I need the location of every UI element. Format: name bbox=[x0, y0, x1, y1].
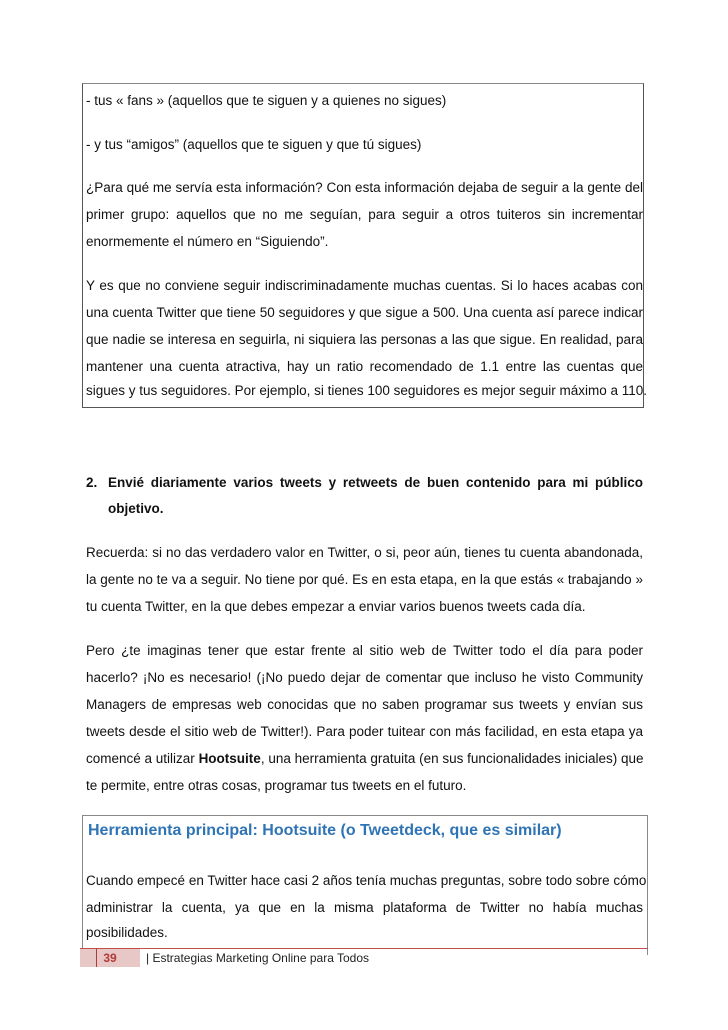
page-number: 39 bbox=[80, 949, 140, 967]
body-p1-line3: tu cuenta Twitter, en la que debes empezar a enviar varios buenos tweets cada día. bbox=[86, 599, 586, 614]
box1-p4-line3: que nadie se interesa en seguirla, ni siquiera las personas a las que sigue. En realidad, para bbox=[86, 332, 643, 347]
line5-post: , una herramienta gratuita (en sus funcionalidades iniciales) que bbox=[260, 751, 644, 766]
box1-p3-line3: enormemente el número en “Siguiendo”. bbox=[86, 234, 329, 249]
footer-title: | Estrategias Marketing Online para Todos bbox=[146, 951, 370, 965]
footer-separator bbox=[96, 949, 97, 967]
section-heading: Herramienta principal: Hootsuite (o Tweetdeck, que es similar) bbox=[88, 822, 562, 839]
box2-p1-line3: posibilidades. bbox=[86, 925, 168, 940]
line5-pre: comencé a utilizar bbox=[86, 751, 199, 766]
body-p2-line3: Managers de empresas web conocidas que no saben programar sus tweets y envían sus bbox=[86, 697, 643, 712]
box1-p4-line2: una cuenta Twitter que tiene 50 seguidores y que sigue a 500. Una cuenta así parece indicar bbox=[86, 305, 643, 320]
item-title-line2: objetivo. bbox=[108, 501, 164, 516]
item-title-line1: Envié diariamente varios tweets y retweets de buen contenido para mi público bbox=[108, 475, 643, 490]
box1-p4-line1: Y es que no conviene seguir indiscriminadamente muchas cuentas. Si lo haces acabas con bbox=[86, 278, 643, 293]
body-p2-line6: te permite, entre otras cosas, programar tus tweets en el futuro. bbox=[86, 778, 467, 793]
box1-p3-line1: ¿Para qué me servía esta información? Con esta información dejaba de seguir a la gente del bbox=[86, 180, 643, 195]
amigos-line: - y tus “amigos” (aquellos que te siguen y que tú sigues) bbox=[86, 137, 422, 152]
body-p2-line2: hacerlo? ¡No es necesario! (¡No puedo dejar de comentar que incluso he visto Community bbox=[86, 670, 643, 685]
body-p2-line5 bbox=[86, 750, 643, 768]
body-p2-line4: tweets desde el sitio web de Twitter!). Para poder tuitear con más facilidad, en esta etapa ya bbox=[86, 724, 643, 739]
box1-p3-line2: primer grupo: aquellos que no me seguían, para seguir a otros tuiteros sin incrementar bbox=[86, 207, 643, 222]
box1-p4-line4: mantener una cuenta atractiva, hay un ratio recomendado de 1.1 entre las cuentas que bbox=[86, 359, 643, 374]
footer-rule bbox=[80, 948, 648, 949]
box1-p4-line5: sigues y tus seguidores. Por ejemplo, si tienes 100 seguidores es mejor seguir máximo a 110. bbox=[86, 383, 648, 398]
body-p2-line1: Pero ¿te imaginas tener que estar frente al sitio web de Twitter todo el día para poder bbox=[86, 643, 643, 658]
box2-p1-line1: Cuando empecé en Twitter hace casi 2 años tenía muchas preguntas, sobre todo sobre cómo bbox=[86, 873, 647, 888]
body-p1-line1: Recuerda: si no das verdadero valor en Twitter, o si, peor aún, tienes tu cuenta abandonada, bbox=[86, 545, 643, 560]
fans-line: - tus « fans » (aquellos que te siguen y a quienes no sigues) bbox=[86, 93, 447, 108]
body-p1-line2: la gente no te va a seguir. No tiene por qué. Es en esta etapa, en la que estás « trabajando » bbox=[86, 572, 643, 587]
box2-p1-line2: administrar la cuenta, ya que en la misma plataforma de Twitter no había muchas bbox=[86, 900, 643, 915]
hootsuite-bold: Hootsuite bbox=[198, 751, 261, 766]
item-number: 2. bbox=[86, 475, 98, 490]
